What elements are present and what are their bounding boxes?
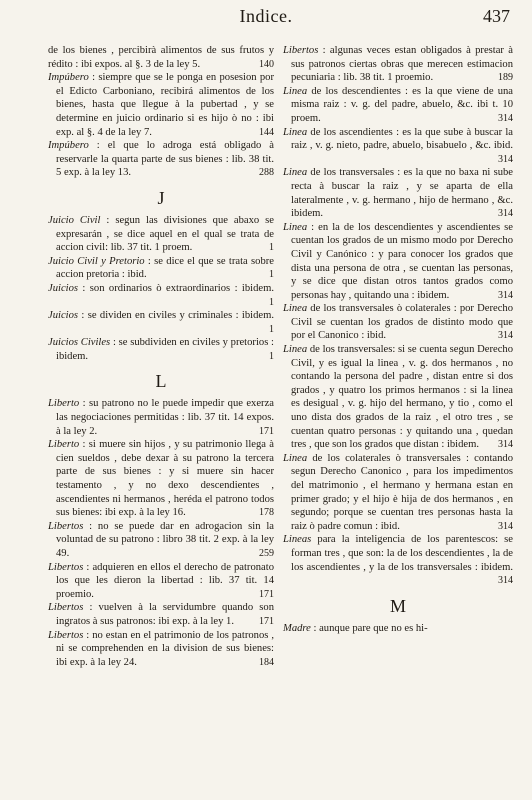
entry-text: : no estan en el patrimonio de los patronos , ni se comprehenden en la division de sus bienes: ibi exp. à la ley 24. [56, 629, 274, 668]
entry-text: : segun las divisiones que abaxo se expresarán , se dice aquel en el qual se trata de accion civil: lib. 37 tit. 1 proem. [56, 214, 274, 254]
index-entry [48, 255, 274, 282]
running-header-title: Indice. [239, 6, 293, 26]
index-entry [48, 44, 274, 71]
entry-text: : siempre que se le ponga en posesion por el Edicto Carboniano, recibirá alimentos de los bienes, hasta que llegue à la pubertad , y se determine en juicio ordinario si es hijo ò no : ibi exp. al §. 4 de la ley 7. [56, 72, 274, 138]
entry-page-ref: 1 [266, 268, 274, 282]
index-entry [283, 452, 513, 534]
entry-text: : el que lo adroga está obligado à reservarle la quarta parte de sus bienes : lib. 38 tit. 5 exp. à la ley 13. [56, 140, 274, 179]
entry-text: para la inteligencia de los parentescos: se forman tres , que son: la de los descendientes , la de los ascendientes , y la de los transversales : ibidem. [291, 534, 513, 573]
index-entry [283, 126, 513, 167]
entry-term: Libertos [48, 520, 84, 532]
index-block [283, 44, 513, 588]
entry-page-ref: 189 [495, 71, 513, 85]
index-entry [48, 601, 274, 628]
entry-text: : adquieren en ellos el derecho de patronato los que les dieron la libertad : lib. 37 tit. 14 proemio. [56, 561, 274, 600]
entry-term: Linea [283, 167, 308, 179]
entry-term: Linea [283, 126, 308, 138]
entry-text: de los colaterales ò transversales : contando segun Derecho Canonico , para los impedimentos del matrimonio , el hermano y hermana estan en primer grado; y el hijo è hija de dos hermanos , en segundo; porque se cuentan tres personas hasta la raiz ò padre comun : ibid. [291, 452, 513, 532]
entry-page-ref: 314 [495, 207, 513, 221]
index-entry [48, 397, 274, 438]
entry-text: de los descendientes : es la que viene de una misma raiz : v. g. del padre, abuelo, &c. ibi t. 10 proem. [291, 85, 513, 124]
entry-term: Linea [283, 221, 308, 233]
entry-text: : en la de los descendientes y ascendientes se cuentan los grados de un mismo modo por Derecho Civil y Canónico : y para conocer los grados que dista una persona de otra , se cuentan las personas, y se dice que distan otros tantos grados como personas hay , quitando una : ibidem. [291, 221, 513, 301]
entry-term: Impúbero [48, 72, 89, 84]
left-column [48, 44, 274, 669]
entry-page-ref: 1 [266, 350, 274, 364]
index-entry [48, 438, 274, 520]
entry-page-ref: 171 [256, 615, 274, 629]
entry-page-ref: 288 [256, 166, 274, 180]
entry-term: Juicios [48, 310, 79, 322]
entry-page-ref: 259 [256, 547, 274, 561]
entry-text: : se subdividen en civiles y pretorios : ibidem. [56, 337, 275, 362]
entry-page-ref: 171 [256, 425, 274, 439]
index-entry [283, 85, 513, 126]
index-entry [48, 309, 274, 336]
index-entry [48, 629, 274, 670]
entry-page-ref: 144 [256, 126, 274, 140]
entry-text: : su patrono no le puede impedir que exerza las negociaciones permitidas : lib. 37 tit. 14 expos. à la ley 2. [56, 398, 274, 437]
entry-term: Lineas [283, 534, 312, 546]
entry-text: : se dice el que se trata sobre accion pretoria : ibid. [56, 255, 274, 281]
index-entry [283, 343, 513, 452]
index-entry [283, 622, 513, 636]
entry-text: : algunas veces estan obligados à prestar à sus patronos ciertas obras que merecen estimacion pecuniaria : lib. 38 tit. 1 proemio. [291, 45, 513, 84]
index-entry [48, 561, 274, 602]
index-entry [48, 336, 274, 363]
right-column [283, 44, 513, 635]
entry-page-ref: 1 [266, 323, 274, 337]
entry-text: : vuelven à la servidumbre quando son ingratos à sus patronos: ibi exp. à la ley 1. [56, 602, 274, 627]
index-entry [283, 44, 513, 85]
index-entry [48, 71, 274, 139]
index-entry [48, 520, 274, 561]
index-entry [48, 282, 274, 309]
index-block [283, 622, 513, 636]
entry-page-ref: 314 [495, 520, 513, 534]
entry-text: : si muere sin hijos , y su patrimonio llega à cien sueldos , debe dexar à su patrono la tercera parte de sus bienes : y si muere sin hacer testamento , y no dexo descendientes , ascendientes ni hermanos , heréda el patrono todos sus bienes: ibi exp. à la ley 16. [56, 439, 274, 519]
entry-text: de los transversales : es la que no baxa ni sube recta à buscar la raiz , y se aparta de ella lateralmente , v. g. hermano , hijo de hermano , &c. ibidem. [291, 167, 513, 220]
section-letter-j: J [157, 187, 165, 208]
entry-page-ref: 178 [256, 506, 274, 520]
index-entry [48, 214, 274, 255]
entry-term: Libertos [283, 45, 319, 56]
entry-page-ref: 314 [495, 438, 513, 452]
entry-text: de los bienes , percibirà alimentos de sus frutos y rédito : ibi expos. al §. 3 de la ley 5. [48, 45, 274, 70]
entry-text: : son ordinarios ò extraordinarios : ibidem. [78, 282, 274, 294]
index-entry [283, 533, 513, 587]
entry-term: Juicio Civil [48, 214, 101, 226]
entry-text: de los ascendientes : es la que sube à buscar la raiz , v. g. nieto, padre, abuelo, bisabuelo , &c. ibid. [291, 126, 513, 152]
entry-text: de los transversales ò colaterales : por Derecho Civil se cuentan los grados de distinto modo que por el Canonico : ibid. [291, 303, 513, 342]
entry-page-ref: 314 [495, 329, 513, 343]
index-entry [283, 302, 513, 343]
entry-term: Juicios Civiles [48, 337, 111, 349]
section-letter-l: L [155, 371, 167, 392]
entry-text: : se dividen en civiles y criminales : ibidem. [78, 310, 274, 322]
entry-term: Madre [283, 622, 311, 634]
entry-term: Linea [283, 303, 308, 315]
index-entry [283, 221, 513, 303]
entry-text: de los transversales: si se cuenta segun Derecho Civil, y es igual la linea , v. g. dos hermanos , no contando la persona del padre , distan entre si dos grados , y quatro los primos hermanos : si la linea es desigual , v. g. hijo del hermano, y tio , como el uno dista dos grados de la raiz , el otro tres , se cuentan quatro personas : y quitando una , quedan tres , que son los grados que distan : ibidem. [291, 344, 513, 451]
entry-page-ref: 184 [256, 656, 274, 670]
entry-term: Juicio Civil y Pretorio [48, 255, 145, 267]
entry-term: Impúbero [48, 140, 89, 152]
entry-term: Liberto [48, 439, 80, 451]
entry-term: Linea [283, 85, 308, 97]
entry-term: Liberto [48, 398, 80, 410]
entry-term: Libertos [48, 602, 84, 614]
entry-text: : aunque pare que no es hi- [310, 622, 428, 634]
section-letter-m: M [389, 595, 406, 616]
entry-term: Libertos [48, 629, 84, 641]
index-block [48, 214, 274, 364]
entry-term: Linea [283, 452, 308, 464]
entry-page-ref: 1 [266, 296, 274, 310]
entry-term: Libertos [48, 561, 84, 573]
entry-page-ref: 314 [495, 153, 513, 167]
page-number: 437 [483, 6, 510, 26]
entry-page-ref: 1 [266, 241, 274, 255]
entry-page-ref: 140 [256, 58, 274, 72]
entry-page-ref: 314 [495, 112, 513, 126]
entry-page-ref: 314 [495, 289, 513, 303]
entry-text: : no se puede dar en adrogacion sin la voluntad de su patrono : libro 38 tit. 2 exp. à la ley 49. [56, 520, 274, 559]
index-entry [283, 166, 513, 220]
entry-page-ref: 314 [495, 574, 513, 588]
index-block [48, 44, 274, 180]
entry-page-ref: 171 [256, 588, 274, 602]
index-entry [48, 139, 274, 180]
entry-term: Juicios [48, 282, 79, 294]
index-block [48, 397, 274, 669]
entry-term: Linea [283, 344, 308, 356]
